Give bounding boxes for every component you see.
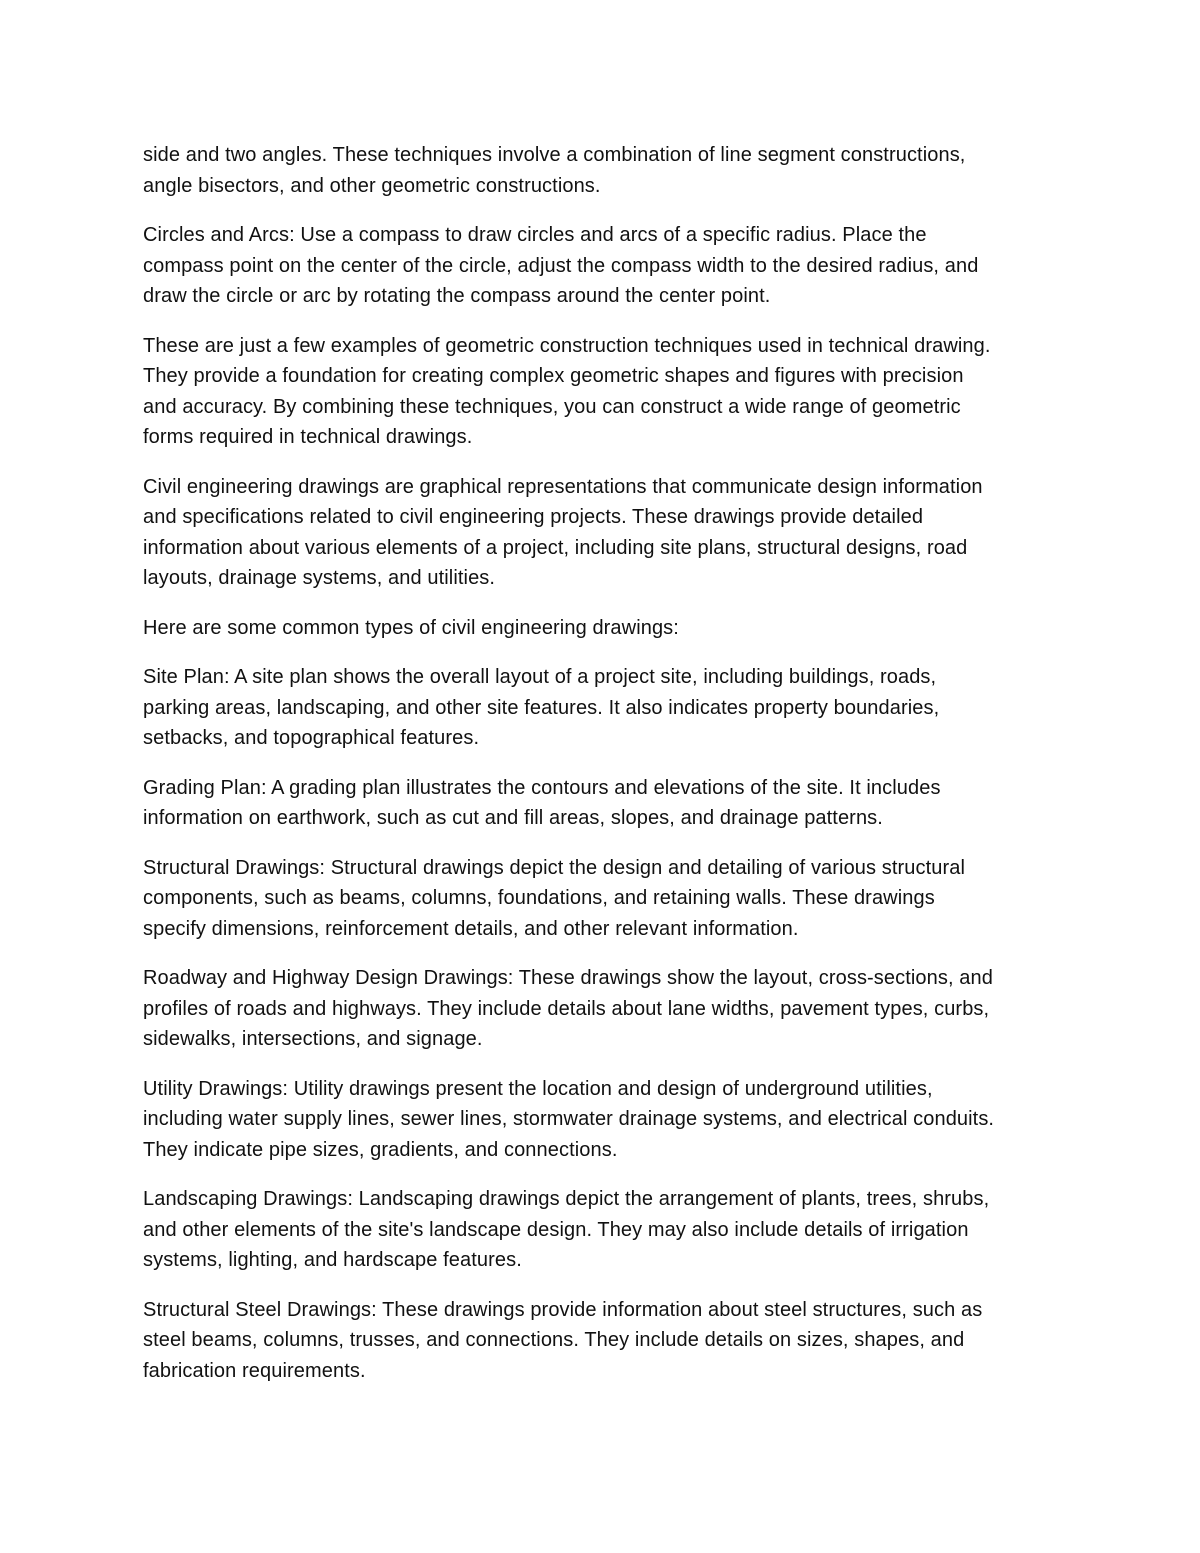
- text-line: information about various elements of a project, including site plans, structural designs, road: [143, 536, 968, 559]
- text-line: and accuracy. By combining these techniques, you can construct a wide range of geometric: [143, 395, 961, 418]
- text-line: These are just a few examples of geometric construction techniques used in technical drawing.: [143, 334, 991, 357]
- text-line: Circles and Arcs: Use a compass to draw circles and arcs of a specific radius. Place the: [143, 224, 927, 246]
- text-line: compass point on the center of the circle, adjust the compass width to the desired radius, and: [143, 254, 979, 277]
- text-line: fabrication requirements.: [143, 1359, 366, 1382]
- text-line: They indicate pipe sizes, gradients, and connections.: [143, 1138, 618, 1161]
- text-line: sidewalks, intersections, and signage.: [143, 1028, 483, 1050]
- text-line: forms required in technical drawings.: [143, 426, 473, 448]
- text-line: information on earthwork, such as cut and fill areas, slopes, and drainage patterns.: [143, 807, 883, 829]
- paragraph: [143, 1184, 1063, 1276]
- text-line: Structural Steel Drawings: These drawings provide information about steel structures, such as: [143, 1298, 983, 1321]
- text-line: Structural Drawings: Structural drawings depict the design and detailing of various structural: [143, 856, 966, 879]
- document-body: [143, 140, 1063, 1405]
- text-line: Here are some common types of civil engineering drawings:: [143, 616, 679, 639]
- paragraph: [143, 613, 1063, 644]
- text-line: Site Plan: A site plan shows the overall layout of a project site, including buildings, roads,: [143, 666, 937, 688]
- paragraph: [143, 220, 1063, 312]
- paragraph: [143, 1074, 1063, 1166]
- paragraph: [143, 662, 1063, 754]
- text-line: Landscaping Drawings: Landscaping drawings depict the arrangement of plants, trees, shrubs,: [143, 1188, 990, 1210]
- paragraph: [143, 773, 1063, 834]
- paragraph: [143, 1295, 1063, 1387]
- text-line: They provide a foundation for creating complex geometric shapes and figures with precision: [143, 365, 964, 387]
- text-line: steel beams, columns, trusses, and connections. They include details on sizes, shapes, and: [143, 1329, 965, 1351]
- text-line: setbacks, and topographical features.: [143, 727, 480, 749]
- text-line: layouts, drainage systems, and utilities.: [143, 567, 496, 589]
- text-line: parking areas, landscaping, and other site features. It also indicates property boundaries,: [143, 696, 940, 719]
- text-line: draw the circle or arc by rotating the compass around the center point.: [143, 285, 771, 307]
- paragraph: [143, 140, 1063, 201]
- paragraph: [143, 472, 1063, 594]
- text-line: including water supply lines, sewer lines, stormwater drainage systems, and electrical conduits.: [143, 1108, 995, 1130]
- text-line: Civil engineering drawings are graphical representations that communicate design information: [143, 475, 983, 498]
- text-line: profiles of roads and highways. They include details about lane widths, pavement types, curbs,: [143, 997, 990, 1020]
- paragraph: [143, 853, 1063, 945]
- text-line: and specifications related to civil engineering projects. These drawings provide detailed: [143, 506, 924, 528]
- text-line: systems, lighting, and hardscape features.: [143, 1249, 522, 1271]
- paragraph: [143, 963, 1063, 1055]
- text-line: and other elements of the site's landscape design. They may also include details of irrigation: [143, 1218, 969, 1241]
- text-line: side and two angles. These techniques involve a combination of line segment constructions,: [143, 144, 966, 166]
- text-line: angle bisectors, and other geometric constructions.: [143, 174, 601, 197]
- text-line: Roadway and Highway Design Drawings: These drawings show the layout, cross-sections, and: [143, 967, 993, 989]
- text-line: components, such as beams, columns, foundations, and retaining walls. These drawings: [143, 887, 935, 909]
- paragraph: [143, 331, 1063, 453]
- text-line: Grading Plan: A grading plan illustrates the contours and elevations of the site. It includes: [143, 776, 941, 799]
- text-line: Utility Drawings: Utility drawings present the location and design of underground utilities,: [143, 1077, 933, 1100]
- text-line: specify dimensions, reinforcement details, and other relevant information.: [143, 917, 799, 940]
